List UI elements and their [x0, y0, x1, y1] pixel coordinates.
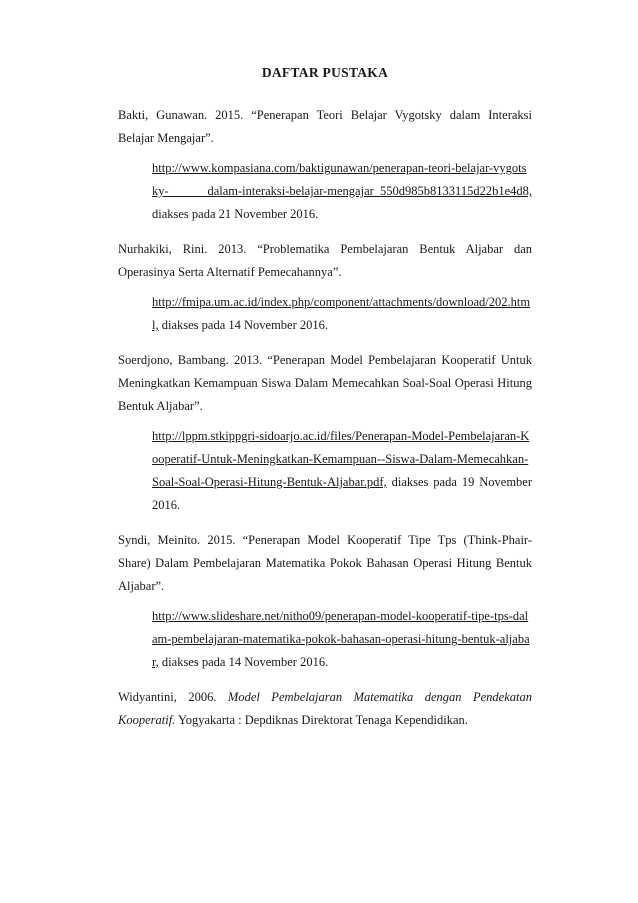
reference-author: Widyantini, 2006.: [118, 690, 217, 704]
document-page: [118, 64, 532, 744]
reference-book-title: Model Pembelajaran Matematika dengan Pendekatan Kooperatif.: [118, 690, 533, 727]
reference-entry: [118, 349, 532, 517]
reference-link[interactable]: http://lppm.stkippgri-sidoarjo.ac.id/files/Penerapan-Model-Pembelajaran-Kooperatif-Untuk-Meningkatkan-Kemampuan--Siswa-Dalam-Memecahkan-Soal-Soal-Operasi-Hitung-Bentuk-Aljabar.pdf,: [152, 429, 530, 489]
reference-entry: [118, 104, 532, 226]
reference-url-line: [118, 605, 532, 674]
reference-entry: [118, 529, 532, 674]
reference-accessed-date: diakses pada 19 November 2016.: [152, 475, 533, 512]
reference-url-line: [118, 157, 532, 226]
reference-citation: Nurhakiki, Rini. 2013. “Problematika Pembelajaran Bentuk Aljabar dan Operasinya Serta Alternatif Pemecahannya”.: [118, 242, 532, 279]
reference-link[interactable]: http://fmipa.um.ac.id/index.php/component/attachments/download/202.html,: [152, 295, 531, 332]
reference-entry: [118, 686, 532, 732]
page-title: DAFTAR PUSTAKA: [261, 65, 389, 80]
reference-entry: [118, 238, 532, 337]
reference-citation: Soerdjono, Bambang. 2013. “Penerapan Model Pembelajaran Kooperatif Untuk Meningkatkan Kemampuan Siswa Dalam Memecahkan Soal-Soal Operasi Hitung Bentuk Aljabar”.: [118, 353, 532, 413]
reference-citation: [118, 686, 532, 732]
reference-url-line: [118, 291, 532, 337]
reference-citation: Bakti, Gunawan. 2015. “Penerapan Teori Belajar Vygotsky dalam Interaksi Belajar Mengajar”.: [118, 108, 532, 145]
reference-citation: Syndi, Meinito. 2015. “Penerapan Model Kooperatif Tipe Tps (Think-Phair-Share) Dalam Pembelajaran Matematika Pokok Bahasan Operasi Hitung Bentuk Aljabar”.: [118, 533, 532, 593]
reference-accessed-date: diakses pada 21 November 2016.: [152, 207, 319, 221]
reference-accessed-date: diakses pada 14 November 2016.: [161, 318, 329, 332]
reference-accessed-date: diakses pada 14 November 2016.: [161, 655, 329, 669]
reference-publisher: Yogyakarta : Depdiknas Direktorat Tenaga Kependidikan.: [177, 713, 468, 727]
reference-url-line: [118, 425, 532, 517]
reference-link[interactable]: http://www.slideshare.net/nitho09/penerapan-model-kooperatif-tipe-tps-dalam-pembelajaran-matematika-pokok-bahasan-operasi-hitung-bentuk-aljabar,: [152, 609, 530, 669]
reference-link[interactable]: http://www.kompasiana.com/baktigunawan/penerapan-teori-belajar-vygotsky- dalam-interaksi-belajar-mengajar_550d985b8133115d22b1e4d8,: [152, 161, 532, 198]
